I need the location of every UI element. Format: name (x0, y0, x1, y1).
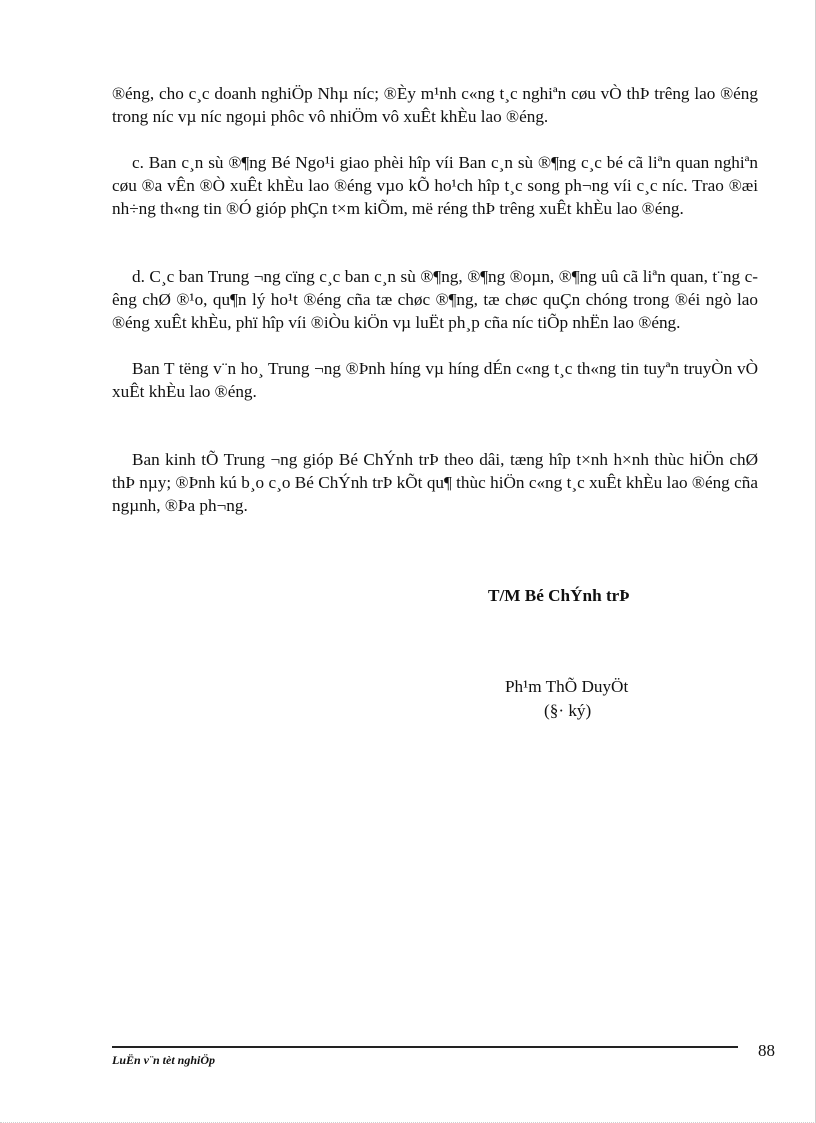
signature-note: (§· ký) (544, 701, 592, 720)
signature-name: Ph¹m ThÕ DuyÖt (505, 677, 629, 696)
page-number: 88 (758, 1041, 775, 1060)
footer-title: LuËn v¨n tèt nghiÖp (112, 1053, 216, 1067)
body-paragraph-2: c. Ban c¸n sù ®¶ng Bé Ngo¹i giao phèi hîp víi Ban c¸n sù ®¶ng c¸c bé cã liªn quan nghiªn cøu ®a vÊn ®Ò xuÊt khÈu lao ®éng vµo kÕ ho¹ch hîp t¸c song ph¬ng víi c¸c níc. Trao ®æi nh÷ng th«ng tin ®Ó gióp phÇn t×m kiÕm, më réng thÞ trêng xuÊt khÈu lao ®éng. (112, 153, 758, 218)
body-paragraph-4: Ban T tëng v¨n ho¸ Trung ¬ng ®Þnh híng vµ híng dÉn c«ng t¸c th«ng tin tuyªn truyÒn vÒ xuÊt khÈu lao ®éng. (112, 359, 758, 401)
body-paragraph-5: Ban kinh tÕ Trung ¬ng gióp Bé ChÝnh trÞ theo dâi, tæng hîp t×nh h×nh thùc hiÖn chØ thÞ nµy; ®Þnh kú b¸o c¸o Bé ChÝnh trÞ kÕt qu¶ thùc hiÖn c«ng t¸c xuÊt khÈu lao ®éng cña ngµnh, ®Þa ph¬ng. (112, 450, 758, 515)
signature-title: T/M Bé ChÝnh trÞ (488, 586, 630, 605)
body-paragraph-1: ®éng, cho c¸c doanh nghiÖp Nhµ níc; ®Èy m¹nh c«ng t¸c nghiªn cøu vÒ thÞ trêng lao ®éng trong níc vµ níc ngoµi phôc vô nhiÖm vô xuÊt khÈu lao ®éng. (112, 84, 758, 126)
footer-divider (112, 1046, 738, 1048)
body-paragraph-3: d. C¸c ban Trung ¬ng cïng c¸c ban c¸n sù ®¶ng, ®¶ng ®oµn, ®¶ng uû cã liªn quan, t¨ng cêng chØ ®¹o, qu¶n lý ho¹t ®éng cña tæ chøc ®¶ng, tæ chøc quÇn chóng trong ®éi ngò lao ®éng xuÊt khÈu, phï hîp víi ®iÒu kiÖn vµ luËt ph¸p cña níc tiÕp nhËn lao ®éng. (112, 267, 758, 332)
